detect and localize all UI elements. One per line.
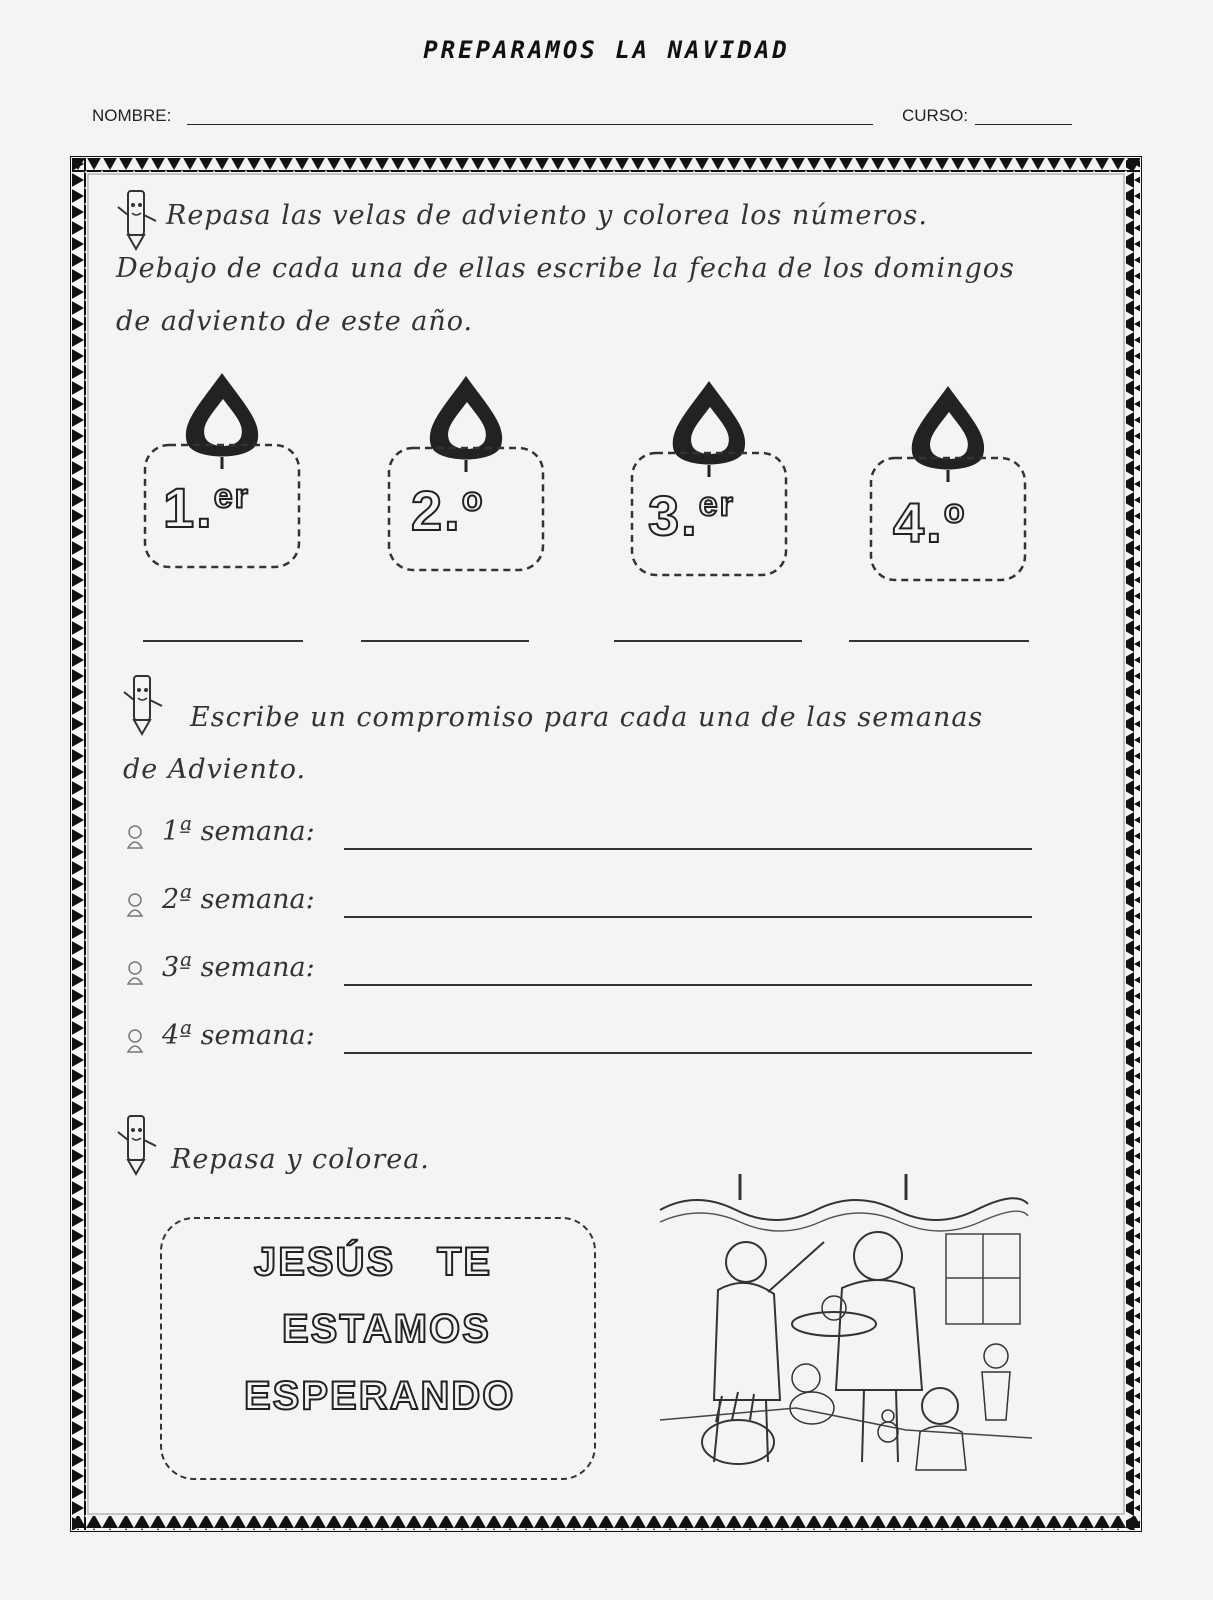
message-word-te: TE: [437, 1240, 493, 1284]
candle-number: 2.: [411, 479, 462, 542]
message-word-jesus: JESÚS: [254, 1240, 396, 1284]
instruction-trace-color: Repasa y colorea.: [171, 1144, 430, 1175]
week-2-label: 2ª semana:: [162, 884, 315, 915]
week-4-label: 4ª semana:: [162, 1020, 315, 1051]
worksheet-title: PREPARAMOS LA NAVIDAD: [423, 36, 790, 64]
date-line-2[interactable]: [361, 640, 529, 642]
name-field-line[interactable]: [187, 124, 873, 125]
candle-suffix: er: [698, 485, 735, 524]
advent-candle-3[interactable]: [624, 373, 794, 597]
course-label: CURSO:: [902, 106, 969, 125]
bullet-figure-icon: [124, 892, 146, 918]
course-field-line[interactable]: [975, 124, 1072, 125]
advent-candle-4[interactable]: [863, 378, 1033, 602]
bullet-figure-icon: [124, 960, 146, 986]
pencil-mascot-icon: [120, 670, 168, 742]
pencil-mascot-icon: [114, 185, 162, 257]
bullet-figure-icon: [124, 824, 146, 850]
candle-suffix: er: [213, 477, 250, 516]
date-line-1[interactable]: [143, 640, 303, 642]
instruction-candles-line3: de adviento de este año.: [116, 306, 474, 337]
date-line-4[interactable]: [849, 640, 1029, 642]
candle-number: 3.: [648, 484, 699, 547]
date-line-3[interactable]: [614, 640, 802, 642]
message-word-esperando: ESPERANDO: [244, 1374, 516, 1418]
candle-suffix: o: [461, 480, 485, 519]
advent-candle-2[interactable]: [381, 368, 551, 592]
family-christmas-illustration[interactable]: [656, 1170, 1032, 1475]
week-3-label: 3ª semana:: [162, 952, 315, 983]
candle-suffix: o: [943, 492, 967, 531]
week-1-label: 1ª semana:: [162, 816, 315, 847]
instruction-commitments-line1: Escribe un compromiso para cada una de las semanas: [190, 702, 984, 733]
candle-number: 4.: [893, 491, 944, 554]
name-label: NOMBRE:: [92, 106, 172, 125]
candle-number: 1.: [163, 476, 214, 539]
candle-flame-icon: [863, 378, 1033, 598]
instruction-candles-line2: Debajo de cada una de ellas escribe la fecha de los domingos: [116, 253, 1015, 284]
week-1-line[interactable]: [344, 848, 1032, 850]
advent-candle-1[interactable]: [137, 365, 307, 589]
week-3-line[interactable]: [344, 984, 1032, 986]
week-4-line[interactable]: [344, 1052, 1032, 1054]
pencil-mascot-icon: [114, 1110, 162, 1182]
message-word-estamos: ESTAMOS: [282, 1307, 491, 1351]
instruction-candles-line1: Repasa las velas de adviento y colorea los números.: [166, 200, 928, 231]
instruction-commitments-line2: de Adviento.: [123, 754, 307, 785]
bullet-figure-icon: [124, 1028, 146, 1054]
week-2-line[interactable]: [344, 916, 1032, 918]
